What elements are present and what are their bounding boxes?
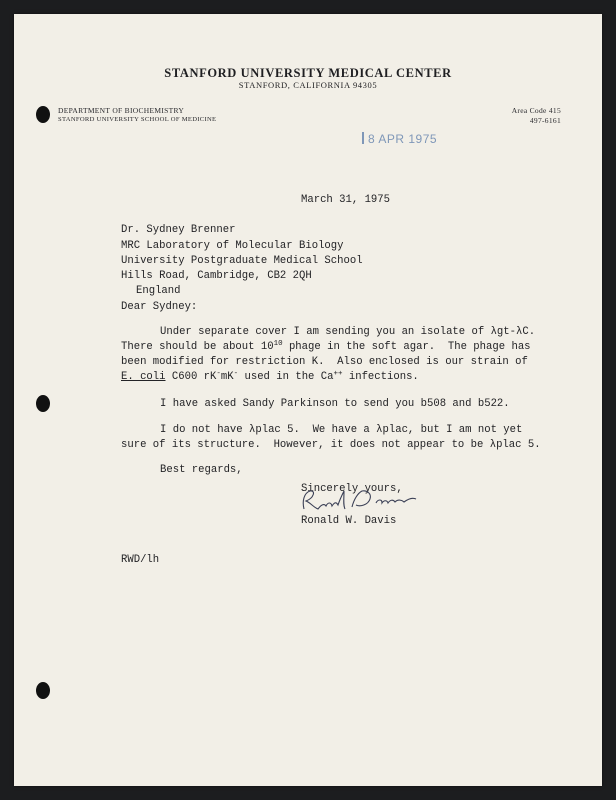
department-name: DEPARTMENT OF BIOCHEMISTRY — [58, 106, 185, 115]
address-line: University Postgraduate Medical School — [121, 255, 363, 267]
superscript: 10 — [273, 340, 283, 348]
address-line: MRC Laboratory of Molecular Biology — [121, 240, 344, 252]
salutation: Dear Sydney: — [121, 301, 198, 313]
paragraph-3-line-2: sure of its structure. However, it does not appear to be λplac 5. — [121, 439, 541, 451]
address-line: Hills Road, Cambridge, CB2 2QH — [121, 270, 312, 282]
letter-date: March 31, 1975 — [301, 194, 391, 206]
text-run: used in the Ca — [238, 371, 334, 383]
punch-hole-bottom — [36, 682, 50, 699]
punch-hole-top — [36, 106, 50, 123]
school-name: STANFORD UNIVERSITY SCHOOL OF MEDICINE — [58, 116, 217, 123]
signer-name: Ronald W. Davis — [301, 515, 397, 527]
text-run: phage in the soft agar. The phage has — [282, 341, 531, 353]
organism-name: E. coli — [121, 371, 166, 383]
punch-hole-middle — [36, 395, 50, 412]
area-code: Area Code 415 — [511, 106, 561, 115]
paragraph-2: I have asked Sandy Parkinson to send you b508 and b522. — [160, 398, 510, 410]
superscript: - — [233, 370, 239, 378]
text-run: infections. — [342, 371, 419, 383]
phone-number: 497-6161 — [529, 116, 561, 125]
text-run: mK — [220, 371, 234, 383]
paragraph-1-line-2 — [121, 341, 531, 353]
typist-initials: RWD/lh — [121, 554, 160, 566]
superscript: ++ — [333, 370, 343, 378]
best-regards: Best regards, — [160, 464, 243, 476]
superscript: - — [216, 370, 221, 378]
closing: Sincerely yours, — [301, 483, 403, 495]
paragraph-1-line-3: been modified for restriction K. Also enclosed is our strain of — [121, 356, 528, 368]
received-date-stamp — [362, 132, 437, 146]
address-line: England — [136, 285, 181, 297]
signature-image — [292, 485, 432, 517]
paragraph-3-line-1: I do not have λplac 5. We have a λplac, but I am not yet — [160, 424, 523, 436]
letterhead-address: STANFORD, CALIFORNIA 94305 — [238, 80, 378, 90]
address-line: Dr. Sydney Brenner — [121, 224, 236, 236]
text-run: C600 rK — [165, 371, 217, 383]
paragraph-1-line-4 — [121, 371, 419, 383]
text-run: There should be about 10 — [121, 341, 274, 353]
paragraph-1-line-1: Under separate cover I am sending you an isolate of λgt-λC. — [160, 326, 536, 338]
stamp-date: 8 APR 1975 — [368, 132, 438, 146]
letterhead-title: STANFORD UNIVERSITY MEDICAL CENTER — [164, 66, 452, 80]
